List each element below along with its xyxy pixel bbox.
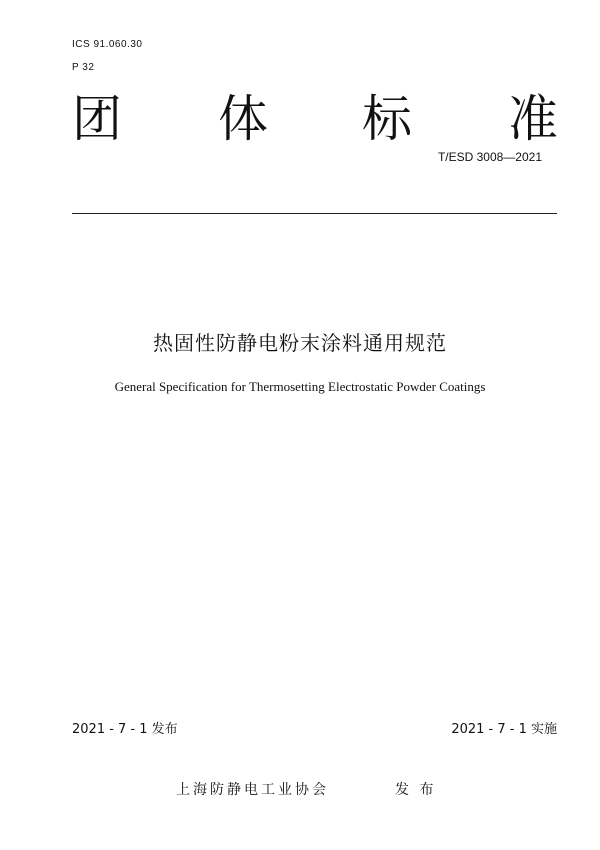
standard-number: T/ESD 3008—2021 [437,150,542,164]
ccs-code: P 32 [72,62,95,73]
heading-char-1: 团 [72,90,122,148]
document-title-english: General Specification for Thermosetting Electrostatic Powder Coatings [114,379,486,394]
publish-label: 发 布 [395,782,437,798]
heading-char-2: 体 [218,90,268,148]
ics-code: ICS 91.060.30 [72,39,143,50]
issue-date: 2021 - 7 - 1 发布 [72,722,178,737]
document-title-chinese: 热固性防静电粉末涂料通用规范 [153,331,447,355]
standard-type-heading [0,88,600,150]
implementation-date: 2021 - 7 - 1 实施 [451,722,557,737]
publisher-name: 上海防静电工业协会 [176,782,329,798]
heading-char-3: 标 [362,90,412,148]
heading-char-4: 准 [508,90,558,148]
header-divider [72,213,557,214]
